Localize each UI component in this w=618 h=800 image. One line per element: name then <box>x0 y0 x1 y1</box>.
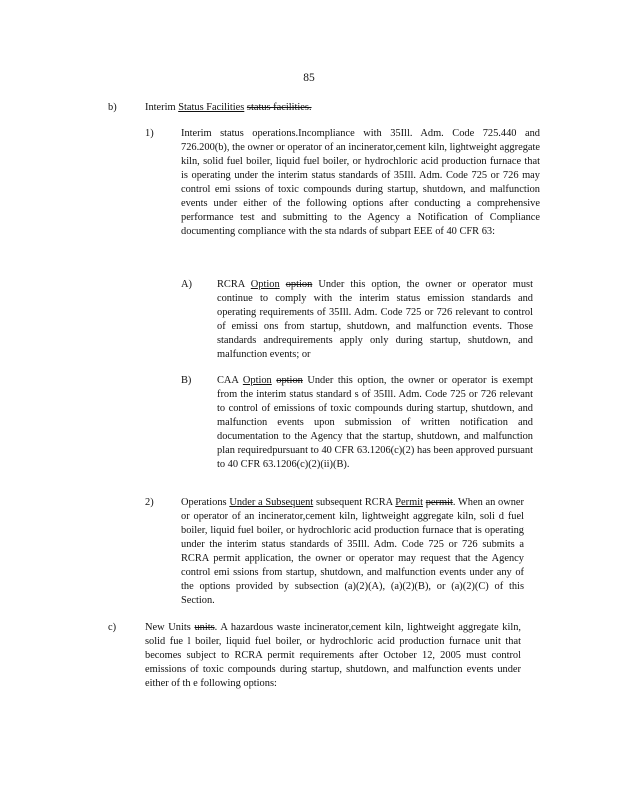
option-a-text <box>217 278 533 362</box>
paragraph-2-deleted: permit <box>425 497 453 508</box>
option-b-inserted: Option <box>242 375 272 386</box>
section-c-text <box>145 621 521 691</box>
section-c-prefix: New Units <box>145 622 191 633</box>
option-a-inserted: Option <box>250 279 280 290</box>
section-c-body: . A hazardous waste incinerator,cement kiln, lightweight aggregate kiln, solid fue l boiler, liquid fuel boiler, or hydrochloric acid production furnace unit that becomes subject to RCRA permit requirements after October 12, 2005 must control emissions of toxic compounds during startup, shutdown, and malfunction events under either of th e following options: <box>145 622 522 689</box>
paragraph-2-prefix: Operations <box>181 497 227 508</box>
paragraph-2-label: 2) <box>145 497 154 508</box>
paragraph-1-label: 1) <box>145 128 154 139</box>
option-b-body: Under this option, the owner or operator is exempt from the interim status standard s of 35Ill. Adm. Code 725 or 726 relevant to control of emissions of toxic compounds during startup, shutdown, and malfunction events upon submission of written notification and documentation to the Agency that the startup, shutdown, and malfunction plan requiredpursuant to 40 CFR 63.1206(c)(2) has been approved pursuant to 40 CFR 63.1206(c)(2)(ii)(B). <box>217 375 533 470</box>
option-b-label: B) <box>181 375 192 386</box>
paragraph-2-mid: subsequent RCRA <box>313 497 396 508</box>
option-a-body: Under this option, the owner or operator must continue to comply with the interim status emission standards and operating requirements of 35Ill. Adm. Code 725 or 726 relevant to control of emissi ons from startup, shutdown, and malfunction events. Those standards andrequirements apply only during startup, shutdown, and malfunction events; or <box>217 279 533 360</box>
paragraph-2-inserted-1: Under a Subsequent <box>229 497 314 508</box>
section-b-heading <box>145 101 312 115</box>
section-b-heading-deleted: status facilities. <box>246 102 312 113</box>
option-a-prefix: RCRA <box>217 279 245 290</box>
section-b-label: b) <box>108 102 117 113</box>
paragraph-2-body: . When an owner or operator of an incinerator,cement kiln, lightweight aggregate kiln, soli d fuel boiler, liquid fuel boiler, or hydrochloric acid production furnace that is operating under the interim status standards of 35Ill. Adm. Code 725 or 726 submits a RCRA permit application, the owner or operator may request that the Agency control emi ssions from startup, shutdown, and malfunction events under any of the options provided by subsection (a)(2)(A), (a)(2)(B), or (a)(2)(C) of this Section. <box>181 497 524 606</box>
section-b-heading-prefix: Interim <box>145 102 176 113</box>
section-c-label: c) <box>108 622 117 633</box>
paragraph-1-text: Interim status operations.Incompliance with 35Ill. Adm. Code 725.440 and 726.200(b), the owner or operator of an incinerator,cement kiln, lightweight aggregate kiln, solid fuel boiler, liquid fuel boiler, or hydrochloric acid production furnace that is operating under the interim status standards of 35Ill. Adm. Code 725 or 726 may control emi ssions of toxic compounds during startup, shutdown, and malfunction events under either of the following options after conducting a comprehensive performance test and submitting to the Agency a Notification of Compliance documenting compliance with the sta ndards of subpart EEE of 40 CFR 63: <box>181 128 540 237</box>
option-b-prefix: CAA <box>217 375 239 386</box>
option-b-text <box>217 374 533 472</box>
option-a-label: A) <box>181 279 192 290</box>
paragraph-2-text <box>181 496 524 608</box>
option-a-deleted: option <box>285 279 313 290</box>
section-c-deleted: units <box>194 622 215 633</box>
page-number: 85 <box>303 72 315 84</box>
paragraph-2-inserted-2: Permit <box>395 497 423 508</box>
section-b-heading-inserted: Status Facilities <box>178 102 245 113</box>
option-b-deleted: option <box>276 375 303 386</box>
